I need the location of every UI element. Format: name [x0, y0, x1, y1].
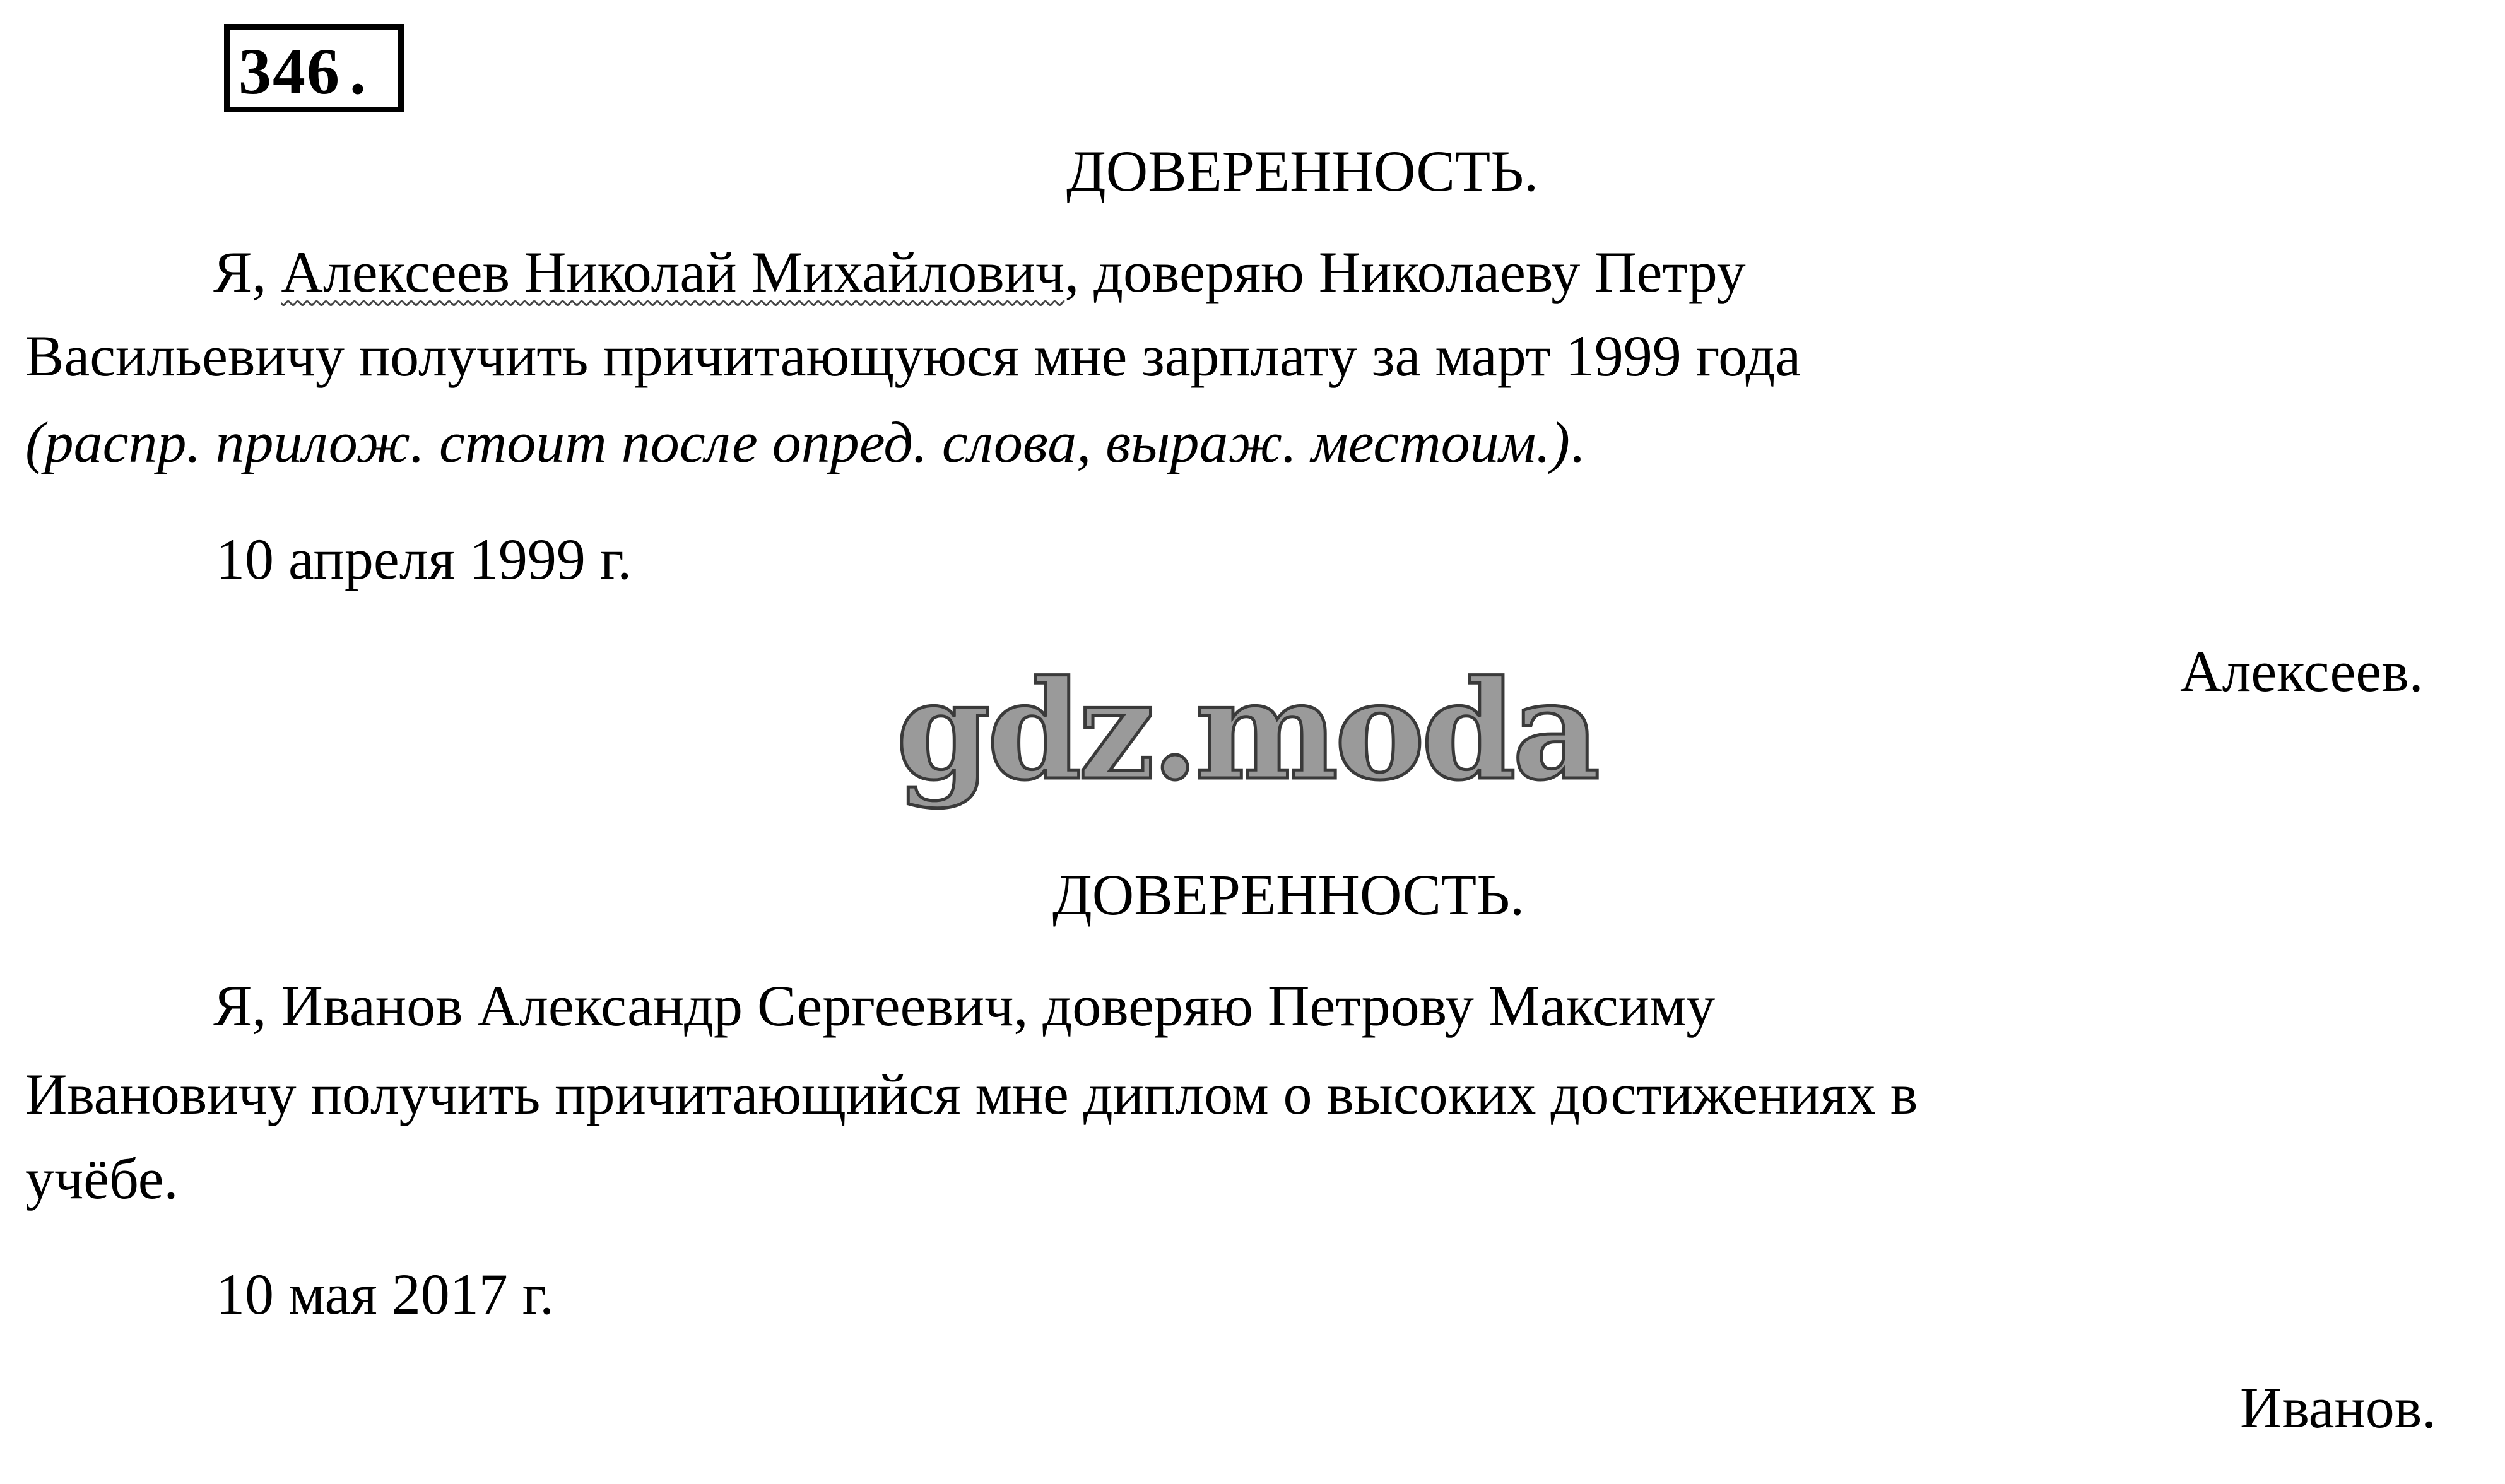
- doc2-line3: учёбе.: [25, 1146, 179, 1211]
- doc1-grammar-note: (распр. прилож. стоит после опред. слова, выраж. местоим.): [25, 410, 1571, 474]
- doc1-signature: Алексеев.: [2180, 639, 2424, 704]
- task-number-value: 346: [239, 35, 341, 108]
- doc1-heading: ДОВЕРЕННОСТЬ.: [1066, 139, 1538, 203]
- task-number: [239, 35, 367, 108]
- doc1-line3: [25, 410, 1585, 474]
- doc2-line2: Ивановичу получить причитающийся мне диплом о высоких достижениях в: [25, 1062, 1918, 1126]
- doc1-note-end: .: [1570, 410, 1585, 474]
- doc2-date: 10 мая 2017 г.: [216, 1262, 555, 1326]
- task-number-dot: .: [350, 35, 367, 108]
- doc2-heading: ДОВЕРЕННОСТЬ.: [1052, 863, 1524, 927]
- doc1-line1: [213, 240, 1746, 304]
- doc1-date: 10 апреля 1999 г.: [216, 527, 632, 591]
- doc2-signature: Иванов.: [2240, 1375, 2437, 1440]
- doc1-principal-name: Алексеев Николай Михайлович: [281, 240, 1065, 304]
- watermark-logo: gdz.moda: [896, 651, 1597, 810]
- doc1-line1-prefix: Я,: [213, 240, 281, 304]
- doc2-line1: Я, Иванов Александр Сергеевич, доверяю Петрову Максиму: [213, 974, 1716, 1038]
- doc1-line2: Васильевичу получить причитающуюся мне зарплату за март 1999 года: [25, 324, 1801, 388]
- doc1-line1-suffix: , доверяю Николаеву Петру: [1064, 240, 1746, 304]
